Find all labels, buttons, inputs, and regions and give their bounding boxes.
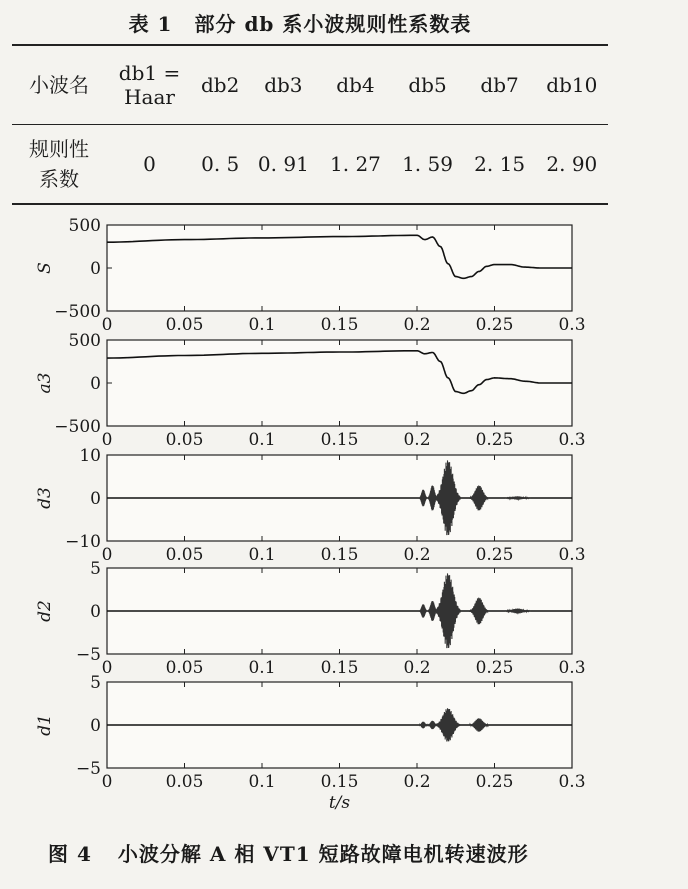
regularity-header <box>12 125 106 205</box>
table-number: 表 1 <box>128 12 173 36</box>
table-header-row <box>12 45 608 125</box>
y-tick-label: −10 <box>65 532 101 552</box>
regularity-value-db3: 0. 91 <box>247 125 319 205</box>
regularity-value-db7: 2. 15 <box>464 125 536 205</box>
subplot-d2 <box>35 559 586 678</box>
y-tick-label: −500 <box>54 302 101 322</box>
y-axis-label: d1 <box>35 714 55 736</box>
wavelet-name-db4: db4 <box>319 45 391 125</box>
table-caption: 部分 db 系小波规则性系数表 <box>194 12 472 36</box>
y-tick-label: 10 <box>79 446 101 466</box>
wavelet-decomposition-figure <box>0 204 688 828</box>
x-tick-label: 0.1 <box>248 315 276 335</box>
x-tick-label: 0.1 <box>248 772 276 792</box>
plot-frame <box>107 225 572 311</box>
y-tick-label: 0 <box>90 489 101 509</box>
y-axis-label: a3 <box>35 372 55 394</box>
y-tick-label: −5 <box>75 645 101 665</box>
regularity-value-db2: 0. 5 <box>193 125 247 205</box>
x-axis-label: t/s <box>328 793 351 813</box>
wavelet-name-db1-line2: Haar <box>124 85 175 109</box>
x-tick-label: 0.3 <box>558 430 586 450</box>
x-tick-label: 0.1 <box>248 430 276 450</box>
y-tick-label: 0 <box>90 374 101 394</box>
y-axis-label: d2 <box>35 600 55 622</box>
wavelet-name-db5: db5 <box>391 45 463 125</box>
x-tick-label: 0.3 <box>558 658 586 678</box>
regularity-table <box>12 44 608 205</box>
y-tick-label: 0 <box>90 259 101 279</box>
plot-frame <box>107 340 572 426</box>
x-tick-label: 0.25 <box>475 545 514 565</box>
regularity-value-db4: 1. 27 <box>319 125 391 205</box>
regularity-value-db1: 0 <box>106 125 193 205</box>
wavelet-name-db7: db7 <box>464 45 536 125</box>
x-tick-label: 0.3 <box>558 315 586 335</box>
x-tick-label: 0.2 <box>403 658 431 678</box>
x-tick-label: 0 <box>101 772 113 792</box>
x-tick-label: 0.2 <box>403 772 431 792</box>
x-tick-label: 0.1 <box>248 658 276 678</box>
x-tick-label: 0.15 <box>320 658 359 678</box>
x-tick-label: 0.25 <box>475 772 514 792</box>
x-tick-label: 0 <box>101 430 113 450</box>
y-tick-label: −500 <box>54 417 101 437</box>
y-tick-label: 500 <box>68 216 101 236</box>
y-tick-label: 500 <box>68 331 101 351</box>
wavelet-name-db10: db10 <box>536 45 608 125</box>
x-tick-label: 0.05 <box>165 545 204 565</box>
x-tick-label: 0.05 <box>165 430 204 450</box>
x-tick-label: 0.3 <box>558 545 586 565</box>
y-tick-label: 5 <box>90 673 101 693</box>
subplot-S <box>35 216 586 335</box>
y-tick-label: 5 <box>90 559 101 579</box>
x-tick-label: 0.05 <box>165 658 204 678</box>
x-tick-label: 0.05 <box>165 772 204 792</box>
wavelet-name-header: 小波名 <box>12 45 106 125</box>
subplot-d1 <box>35 673 586 813</box>
table-value-row <box>12 125 608 205</box>
x-tick-label: 0 <box>101 315 113 335</box>
y-axis-label: S <box>35 262 55 274</box>
x-tick-label: 0.15 <box>320 430 359 450</box>
regularity-header-line2: 系数 <box>39 167 79 191</box>
x-tick-label: 0.25 <box>475 315 514 335</box>
figure-number: 图 4 <box>48 842 92 866</box>
figure-caption-text: 小波分解 A 相 VT1 短路故障电机转速波形 <box>117 842 529 866</box>
table-title <box>0 8 600 37</box>
subplot-a3 <box>35 331 586 450</box>
x-tick-label: 0.2 <box>403 430 431 450</box>
x-tick-label: 0.25 <box>475 658 514 678</box>
figure-caption <box>48 838 529 867</box>
wavelet-name-db3: db3 <box>247 45 319 125</box>
wavelet-name-db1-line1: db1 = <box>118 61 181 85</box>
x-tick-label: 0.1 <box>248 545 276 565</box>
y-axis-label: d3 <box>35 487 55 509</box>
regularity-header-line1: 规则性 <box>29 137 89 161</box>
y-tick-label: 0 <box>90 716 101 736</box>
x-tick-label: 0.2 <box>403 315 431 335</box>
x-tick-label: 0 <box>101 545 113 565</box>
y-tick-label: 0 <box>90 602 101 622</box>
wavelet-name-db2: db2 <box>193 45 247 125</box>
x-tick-label: 0.25 <box>475 430 514 450</box>
x-tick-label: 0.15 <box>320 772 359 792</box>
x-tick-label: 0.15 <box>320 545 359 565</box>
x-tick-label: 0.05 <box>165 315 204 335</box>
subplot-d3 <box>35 446 586 565</box>
x-tick-label: 0.3 <box>558 772 586 792</box>
x-tick-label: 0 <box>101 658 113 678</box>
x-tick-label: 0.15 <box>320 315 359 335</box>
y-tick-label: −5 <box>75 759 101 779</box>
wavelet-cell-db1 <box>106 45 193 125</box>
regularity-value-db10: 2. 90 <box>536 125 608 205</box>
regularity-value-db5: 1. 59 <box>391 125 463 205</box>
x-tick-label: 0.2 <box>403 545 431 565</box>
